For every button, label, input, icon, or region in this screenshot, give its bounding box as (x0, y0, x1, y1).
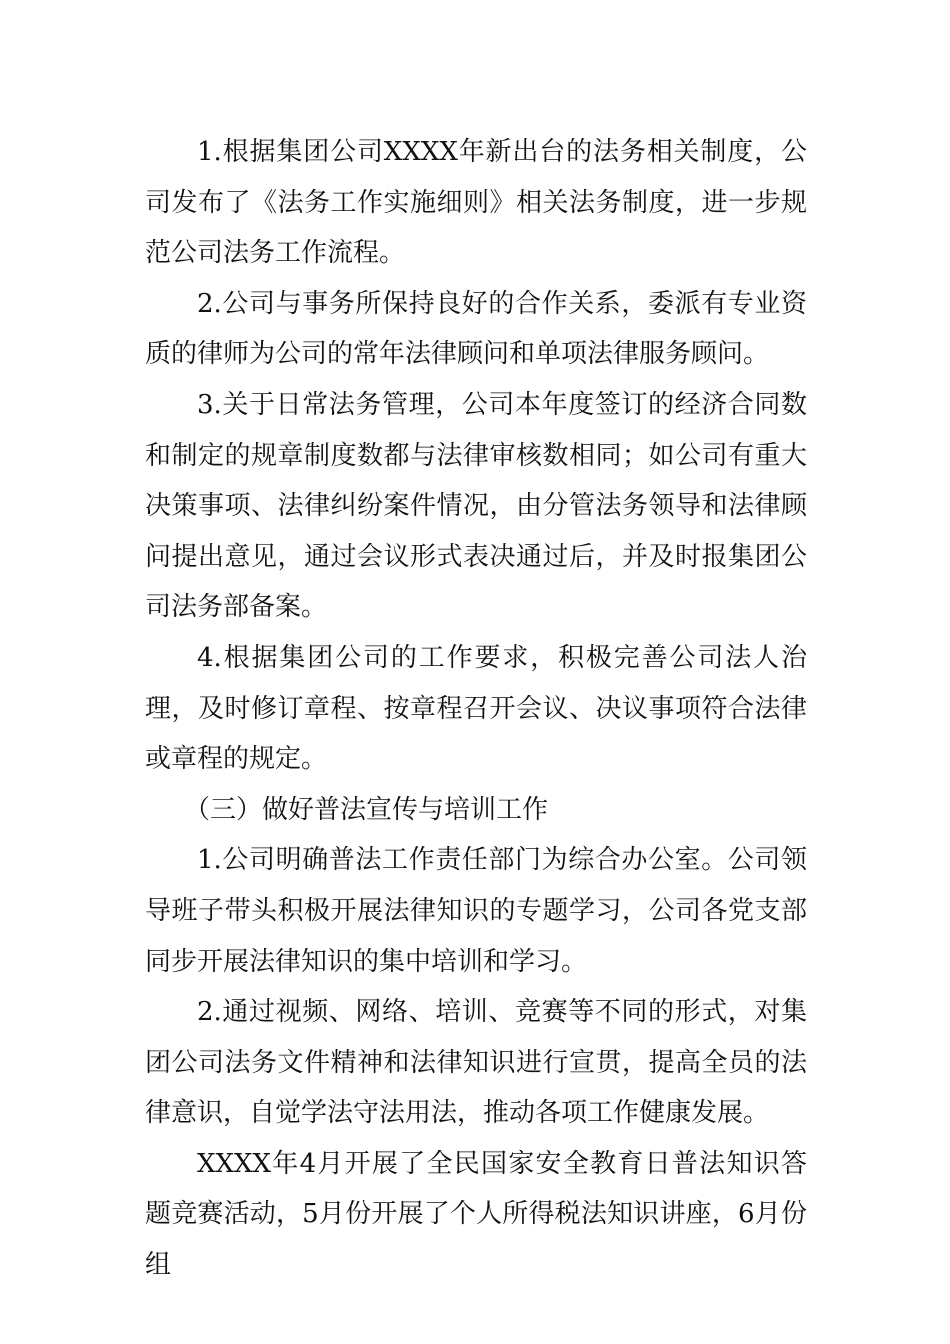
paragraph-law-firm: 2.公司与事务所保持良好的合作关系，委派有专业资质的律师为公司的常年法律顾问和单项法律服务顾问。 (145, 288, 807, 370)
paragraph-corporate-governance: 4.根据集团公司的工作要求，积极完善公司法人治理，及时修订章程、按章程召开会议、决议事项符合法律或章程的规定。 (145, 642, 807, 775)
paragraph-training-forms: 2.通过视频、网络、培训、竞赛等不同的形式，对集团公司法务文件精神和法律知识进行宣贯，提高全员的法律意识，自觉学法守法用法，推动各项工作健康发展。 (145, 997, 807, 1129)
document-body (145, 127, 807, 1291)
paragraph-responsible-department: 1.公司明确普法工作责任部门为综合办公室。公司领导班子带头积极开展法律知识的专题学习，公司各党支部同步开展法律知识的集中培训和学习。 (145, 845, 807, 977)
paragraph-activities: XXXX年4月开展了全民国家安全教育日普法知识答题竞赛活动，5月份开展了个人所得税法知识讲座，6月份组 (145, 1148, 807, 1281)
paragraph-legal-system: 1.根据集团公司XXXX年新出台的法务相关制度，公司发布了《法务工作实施细则》相关法务制度，进一步规范公司法务工作流程。 (145, 137, 807, 269)
section-heading-legal-publicity: （三）做好普法宣传与培训工作 (184, 794, 549, 825)
paragraph-daily-legal-management: 3.关于日常法务管理，公司本年度签订的经济合同数和制定的规章制度数都与法律审核数相同；如公司有重大决策事项、法律纠纷案件情况，由分管法务领导和法律顾问提出意见，通过会议形式表决通过后，并及时报集团公司法务部备案。 (145, 389, 807, 623)
